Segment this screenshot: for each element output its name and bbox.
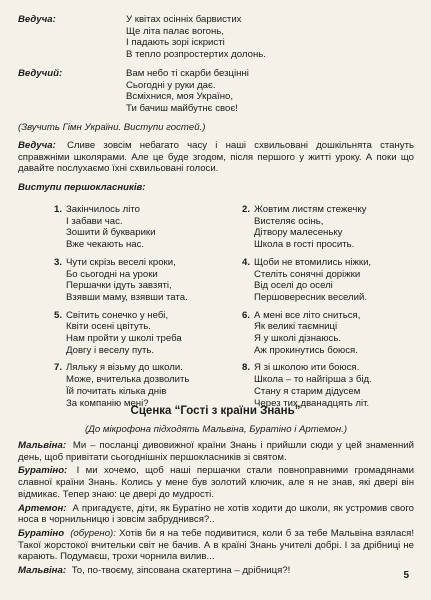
stage-direction: (обурено): <box>70 527 116 539</box>
poem-line: І забави час. <box>66 215 123 227</box>
dialogue-text: А пригадуєте, діти, як Буратіно не хотів ходити до школи, як устромив свого носа в чорнильницю і зовсім забруднився?.. <box>18 502 414 526</box>
poem-line: Через тих дванадцять літ. <box>254 397 370 409</box>
dialogue-line <box>18 440 414 463</box>
poem-line: Ляльку я візьму до школи. <box>66 362 183 374</box>
verse-line: Ти бачиш майбутнє своє! <box>126 103 238 115</box>
poem-line: Нам пройти у школі треба <box>66 333 182 345</box>
paragraph-text: Сливе зовсім небагато часу і наші схвильовані дошкільнята стануть справжніми школярами. Але це буде згодом, після першого у житті уроку. А поки що давайте послухаємо їхні схвильовані голоси. <box>18 140 414 175</box>
verse-line: У квітах осінніх барвистих <box>126 14 242 25</box>
poem-line: Я у школі дізнаюсь. <box>254 333 341 345</box>
poems-right-column <box>236 204 426 415</box>
speaker-label: Мальвіна: <box>18 440 67 451</box>
poem-line: Стану я старим дідусем <box>254 385 361 397</box>
poem-item <box>48 310 238 357</box>
speaker-label: Артемон: <box>18 502 67 514</box>
poem-line: Чути скрізь веселі кроки, <box>66 256 176 268</box>
poem-line: Першачки ідуть завзяті, <box>66 280 172 292</box>
scene-title: Сценка “Гості з країни Знань” <box>130 405 301 417</box>
speaker-label: Мальвіна: <box>18 565 67 577</box>
scene-direction: (До мікрофона підходять Мальвіна, Буратіно і Артемон.) <box>84 424 348 435</box>
speaker-label: Буратіно <box>18 527 65 539</box>
intro-verse-1 <box>18 14 418 61</box>
poem-line: Світить сонечко у небі, <box>66 309 169 321</box>
host-paragraph <box>18 140 414 175</box>
speaker-label: Ведуча: <box>18 140 56 151</box>
poem-number: 2. <box>241 204 250 215</box>
poem-number: 5. <box>53 309 62 321</box>
verse-line: Ще літа палає вогонь, <box>126 25 224 37</box>
first-graders-header: Виступи першокласників: <box>18 182 146 193</box>
poem-line: Дітвору малесеньку <box>254 227 343 239</box>
speaker-label: Ведучий: <box>18 68 63 79</box>
poem-line: Я зі школою ити боюся. <box>254 362 360 374</box>
poem-line: Зошити й букварики <box>66 227 156 239</box>
dialogue-text: І ми хочемо, щоб наші першачки стали повноправними громадянами славної країни Знань. Колись у мене був золотий ключик, але я не знав, які двері він відмикає. Тепер знаю: це двері до мудрості. <box>18 465 414 500</box>
poem-line: Довгу і веселу путь. <box>66 344 155 356</box>
poem-line: Взявши маму, взявши тата. <box>66 291 188 303</box>
poem-item <box>236 257 426 304</box>
page-number: 5 <box>403 570 409 581</box>
anthem-note <box>18 122 414 134</box>
poem-number: 6. <box>241 309 250 321</box>
poem-item <box>48 362 238 409</box>
dialogue-line <box>18 465 414 500</box>
poem-line: Закінчилось літо <box>66 204 140 215</box>
poem-number: 1. <box>53 204 62 215</box>
dialogue-line <box>18 528 414 563</box>
dialogue-text: Ми – посланці дивовижної країни Знань і прийшли сюди у цей знаменний день, щоб привітати сьогоднішніх першокласників зі святом. <box>18 440 414 463</box>
dialogue-text: Хотів би я на тебе подивитися, коли б за тебе Мальвіна взялася! Такої жорстокої вчительки світ не бачив. А в країні Знань учителі добрі. І за дрібниці не карають. Подумаєш, трохи чорнила вилив... <box>18 527 414 563</box>
poem-line: Вистеляє осінь, <box>254 215 324 227</box>
poem-number: 3. <box>53 256 62 268</box>
poem-item <box>236 204 426 251</box>
poem-number: 7. <box>53 362 62 374</box>
poem-item <box>48 257 238 304</box>
poem-line: Бо сьогодні на уроки <box>66 268 158 280</box>
poem-number: 4. <box>241 256 250 268</box>
verse-line: Сьогодні у руки дає. <box>126 79 216 91</box>
poem-line: Квіти осені цвітуть. <box>66 321 151 333</box>
poem-line: Їй почитать кілька днів <box>66 385 167 397</box>
poem-line: Школа в гості просить. <box>254 239 355 251</box>
verse-line: Всміхнися, моя Україно, <box>126 91 233 103</box>
poem-line: Жовтим листям стежечку <box>254 204 367 215</box>
poem-line: А мені все літо сниться, <box>254 309 361 321</box>
speaker-label: Ведуча: <box>18 14 56 25</box>
poem-item <box>236 362 426 409</box>
dialogue-line <box>18 503 414 526</box>
poem-line: Першовересник веселий. <box>254 291 368 303</box>
intro-verse-2 <box>18 68 418 115</box>
poem-number: 8. <box>241 362 250 374</box>
speaker-label: Буратіно: <box>18 465 68 477</box>
verse-line: Вам небо ті скарби безцінні <box>126 68 249 79</box>
stage-direction: (Звучить Гімн України. Виступи гостей.) <box>18 122 206 133</box>
poem-line: Як великі таємниці <box>254 321 338 333</box>
verse-line: І падають зорі іскристі <box>126 37 225 49</box>
poem-item <box>236 310 426 357</box>
dialogue-block <box>18 440 414 577</box>
dialogue-text: То, по-твоєму, зіпсована скатертина – дрібниця?! <box>71 565 291 577</box>
poem-line: Аж прокинутись боюся. <box>254 344 358 356</box>
poems-left-column <box>48 204 238 415</box>
poem-line: Може, вчителька дозволить <box>66 374 190 386</box>
poem-line: Школа – то найгірша з бід. <box>254 374 372 386</box>
verse-line: В тепло розпростертих долонь. <box>126 49 266 61</box>
poem-line: Щоби не втомились ніжки, <box>254 256 372 268</box>
poem-line: Від оселі до оселі <box>254 280 333 292</box>
poem-line: За компанію мені? <box>66 397 149 409</box>
poem-item <box>48 204 238 251</box>
dialogue-line <box>18 565 414 577</box>
poem-line: Стеліть сонячні доріжки <box>254 268 361 280</box>
poem-line: Вже чекають нас. <box>66 239 145 251</box>
